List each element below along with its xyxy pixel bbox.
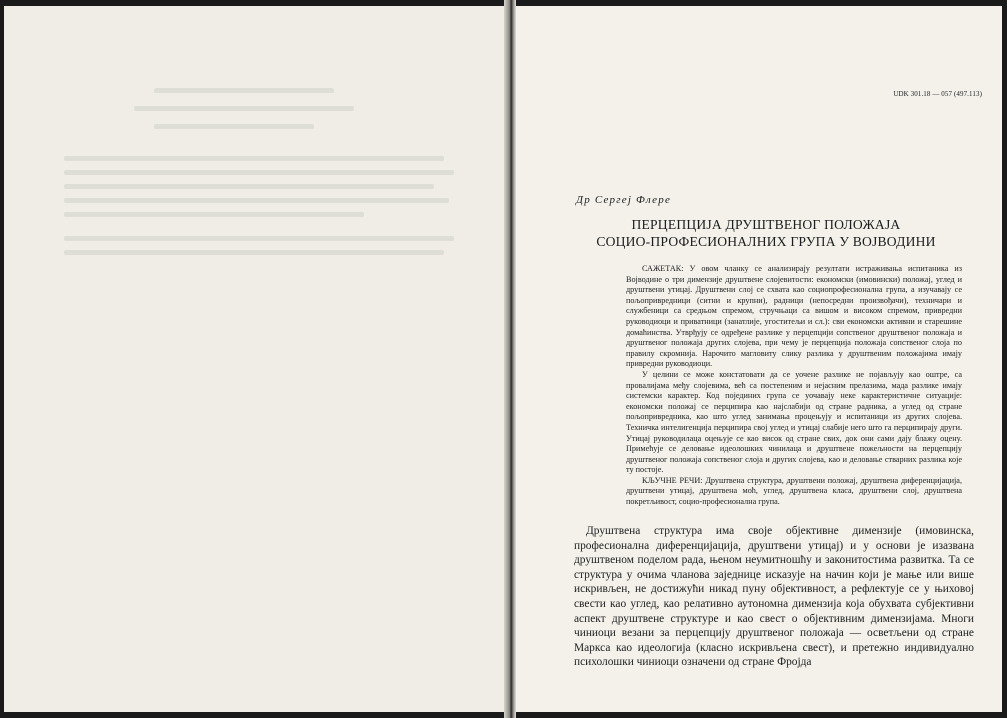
author-name: Др Сергеј Флере bbox=[576, 194, 672, 206]
show-through-text bbox=[4, 6, 504, 712]
book-gutter bbox=[504, 0, 516, 718]
udk-code: UDK 301.18 — 057 (497.113) bbox=[893, 90, 982, 98]
title-line-2: СОЦИО-ПРОФЕСИОНАЛНИХ ГРУПА У ВОЈВОДИНИ bbox=[596, 234, 936, 249]
title-line-1: ПЕРЦЕПЦИЈА ДРУШТВЕНОГ ПОЛОЖАЈА bbox=[631, 217, 901, 232]
abstract-paragraph-2: У целини се може констатовати да се уочене разлике не појављују као оштре, са провалијама међу слојевима, већ са постепеним и нејасним прелазима, мада разлике имају системски карактер. Код појединих група се уочавају неке карактеристичне ситуације: економски положај се перципира као најслабији од стране радника, а углед од стране пољопривредника, као што углед занимања процењују и испитаници из других слојева. Техничка интелигенција перципира свој углед и утицај слабије него што га перципирају други. Утицај руководилаца оцењује се као висок од стране свих, док они сами дају блажу оцену. Примећује се деловање идеолошких чинилаца и друштвене пожељности на перцепцију друштвеног положаја сопственог слоја и других слојева, као и деловање стварних разлика које ту постоје. bbox=[626, 369, 962, 475]
abstract-keywords: КЉУЧНЕ РЕЧИ: Друштвена структура, друштвени положај, друштвена диференцијација, друштвени утицај, друштвена моћ, углед, друштвена класа, друштвени слој, друштвена покретљивост, социо-професионална група. bbox=[626, 475, 962, 507]
body-paragraph-1: Друштвена структура има своје објективне димензије (имовинска, професионална диференцијација, друштвени утицај) и у основи је изазвана друштвеном поделом рада, њеном неумитношћу и законитостима развитка. Та се структура у очима чланова заједнице исказује на начин који је мање или више искривљен, не достижући никад пуну објективност, а рефлектује се у њиховој свести као углед, као релативно аутономна димензија која обухвата субјективни аспект друштвене структуре и као свест о објективним димензијама. Многи чиниоци везани за перцепцију друштвеног положаја — осветљени од стране Маркса као идеологија (класно искривљена свест), и претежно индивидуално психолошки чиниоци означени од стране Фројда bbox=[574, 525, 974, 669]
abstract-paragraph-1: САЖЕТАК: У овом чланку се анализирају резултати истраживања испитаника из Војводине о три димензије друштвене слојевитости: економски (имовински) положај, углед и друштвени утицај. Друштвени слој се схвата као социопрофесионална група, а изучавају се пољопривредници (ситни и крупни), радници (непосредни произвођачи), техничари и службеници са средњом спремом, стручњаци са вишом и високом спремом, привредни руководиоци и приватници (занатлије, угоститељи и сл.): сви економски активни и старешине домаћинства. Утврђују се одређене разлике у перцепцији сопственог друштвеног положаја и друштвеног положаја других слојева, при чему је перцепција положаја сопственог слоја по правилу скромнија. Нарочито магловиту слику разлика у друштвеним положајима имају привредни руководиоци. bbox=[626, 264, 962, 369]
abstract bbox=[626, 264, 962, 508]
left-page bbox=[4, 6, 504, 712]
right-page bbox=[516, 6, 1002, 712]
article-title bbox=[556, 216, 976, 250]
body-text bbox=[574, 524, 974, 670]
